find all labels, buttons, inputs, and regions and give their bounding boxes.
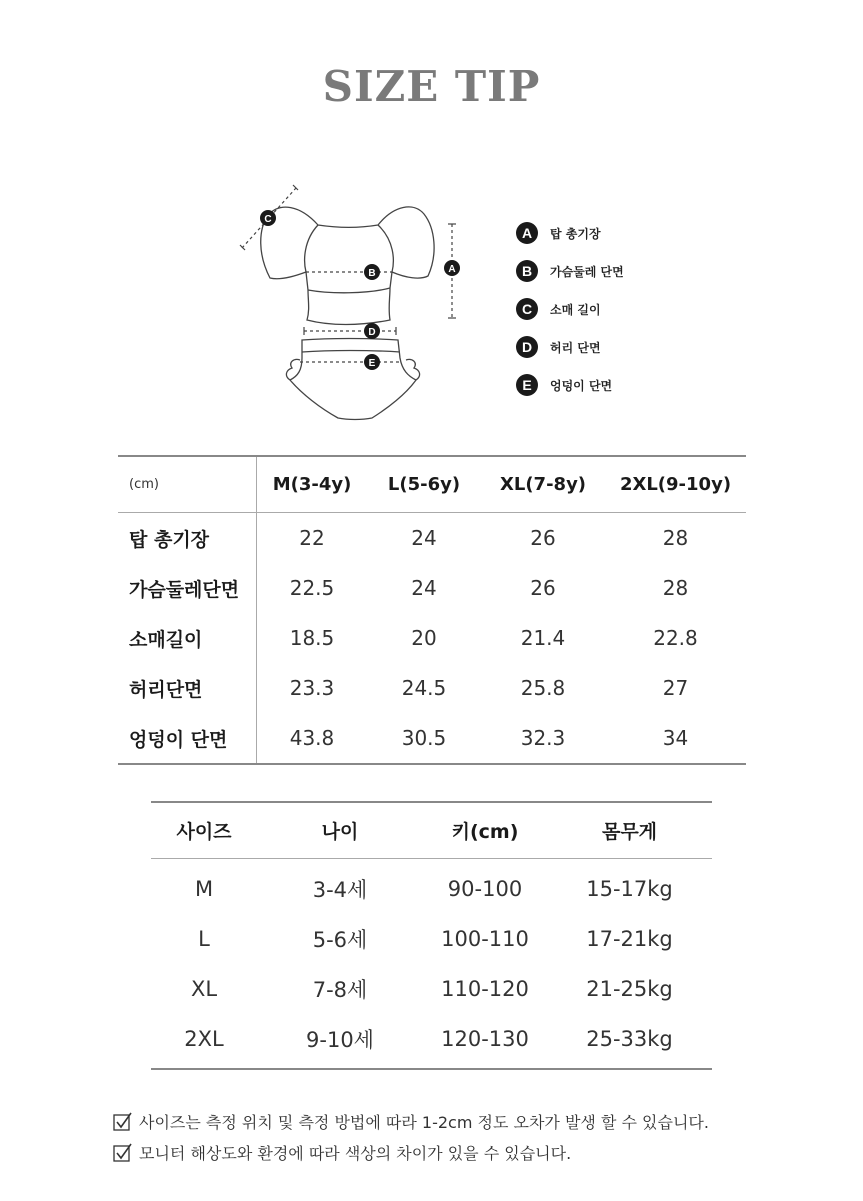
table-row — [118, 563, 746, 613]
checkbox-checked-icon — [113, 1143, 133, 1163]
table-cell: 15-17kg — [586, 877, 673, 901]
table-cell: 28 — [662, 576, 689, 600]
top-illustration — [261, 207, 434, 325]
column-header: 몸무게 — [601, 821, 658, 843]
table-cell: 90-100 — [447, 877, 523, 901]
column-header: 나이 — [321, 821, 359, 843]
table-cell: 20 — [411, 626, 437, 650]
legend-item-c — [516, 290, 624, 328]
table-cell: 27 — [662, 676, 689, 700]
legend-badge: A — [516, 222, 538, 244]
legend-badge: C — [516, 298, 538, 320]
measurement-table — [118, 455, 746, 765]
table-cell: 24.5 — [401, 676, 447, 700]
marker-b: B — [368, 268, 376, 279]
table-cell: 21.4 — [520, 626, 566, 650]
note-text: 사이즈는 측정 위치 및 측정 방법에 따라 1-2cm 정도 오차가 발생 할 수 있습니다. — [139, 1113, 709, 1132]
table-cell: 24 — [411, 576, 437, 600]
table-row — [118, 663, 746, 713]
column-header: L(5-6y) — [387, 474, 461, 495]
unit-label: (cm) — [118, 457, 257, 512]
table-row — [151, 1014, 712, 1064]
note-item — [113, 1106, 709, 1137]
column-header: 사이즈 — [176, 821, 232, 843]
measurement-legend — [516, 214, 624, 404]
table-cell: 100-110 — [441, 927, 529, 951]
checkbox-checked-icon — [113, 1112, 133, 1132]
table-cell: 9-10세 — [306, 1028, 374, 1052]
age-size-table — [151, 801, 712, 1070]
table-cell: 120-130 — [441, 1027, 529, 1051]
marker-d: D — [368, 327, 376, 338]
garment-diagram — [230, 180, 480, 425]
table-row — [151, 864, 712, 914]
row-label: 소매길이 — [118, 613, 257, 663]
table-cell: 2XL — [184, 1027, 224, 1051]
table-header-row — [118, 457, 746, 513]
legend-label: 탑 총기장 — [550, 226, 601, 241]
table-cell: 22.8 — [653, 626, 698, 650]
row-label: 가슴둘레단면 — [118, 563, 257, 613]
legend-label: 허리 단면 — [550, 340, 601, 355]
table-cell: 32.3 — [520, 726, 566, 750]
table-cell: 30.5 — [401, 726, 447, 750]
table-cell: L — [198, 927, 210, 951]
table-cell: 25-33kg — [586, 1027, 673, 1051]
bottom-illustration — [286, 339, 419, 420]
table-cell: XL — [190, 977, 218, 1001]
table-cell: 110-120 — [441, 977, 529, 1001]
table-header-row — [151, 803, 712, 859]
column-header: 2XL(9-10y) — [619, 474, 732, 495]
note-text: 모니터 해상도와 환경에 따라 색상의 차이가 있을 수 있습니다. — [139, 1144, 572, 1163]
legend-badge: D — [516, 336, 538, 358]
table-cell: 43.8 — [289, 726, 335, 750]
table-cell: 34 — [662, 726, 689, 750]
table-cell: 24 — [411, 526, 437, 550]
legend-label: 소매 길이 — [550, 302, 601, 317]
row-label: 엉덩이 단면 — [118, 713, 257, 763]
table-row — [118, 613, 746, 663]
table-row — [118, 513, 746, 563]
legend-item-a — [516, 214, 624, 252]
legend-item-d — [516, 328, 624, 366]
table-cell: 18.5 — [289, 626, 335, 650]
row-label: 탑 총기장 — [118, 513, 257, 563]
table-cell: 26 — [530, 526, 556, 550]
column-header: 키(cm) — [451, 821, 519, 843]
column-header: XL(7-8y) — [499, 474, 587, 495]
legend-badge: B — [516, 260, 538, 282]
table-cell: 22 — [299, 526, 325, 550]
legend-label: 가슴둘레 단면 — [550, 264, 624, 279]
legend-badge: E — [516, 374, 538, 396]
table-cell: 7-8세 — [312, 978, 368, 1002]
marker-a: A — [448, 264, 456, 275]
table-row — [151, 914, 712, 964]
table-cell: 21-25kg — [586, 977, 673, 1001]
legend-label: 엉덩이 단면 — [550, 378, 613, 393]
table-cell: 28 — [662, 526, 689, 550]
note-item — [113, 1137, 709, 1168]
notes — [113, 1106, 709, 1168]
table-cell: 25.8 — [520, 676, 566, 700]
table-row — [151, 964, 712, 1014]
table-cell: 22.5 — [289, 576, 335, 600]
table-cell: 26 — [530, 576, 556, 600]
legend-item-b — [516, 252, 624, 290]
table-cell: 3-4세 — [312, 878, 368, 902]
table-row — [118, 713, 746, 763]
legend-item-e — [516, 366, 624, 404]
page-title: SIZE TIP — [322, 62, 541, 111]
column-header: M(3-4y) — [272, 474, 352, 495]
table-cell: 5-6세 — [312, 928, 368, 952]
table-cell: 17-21kg — [586, 927, 673, 951]
row-label: 허리단면 — [118, 663, 257, 713]
marker-e: E — [368, 358, 376, 369]
marker-c: C — [264, 214, 272, 225]
table-cell: M — [194, 877, 214, 901]
table-cell: 23.3 — [289, 676, 335, 700]
